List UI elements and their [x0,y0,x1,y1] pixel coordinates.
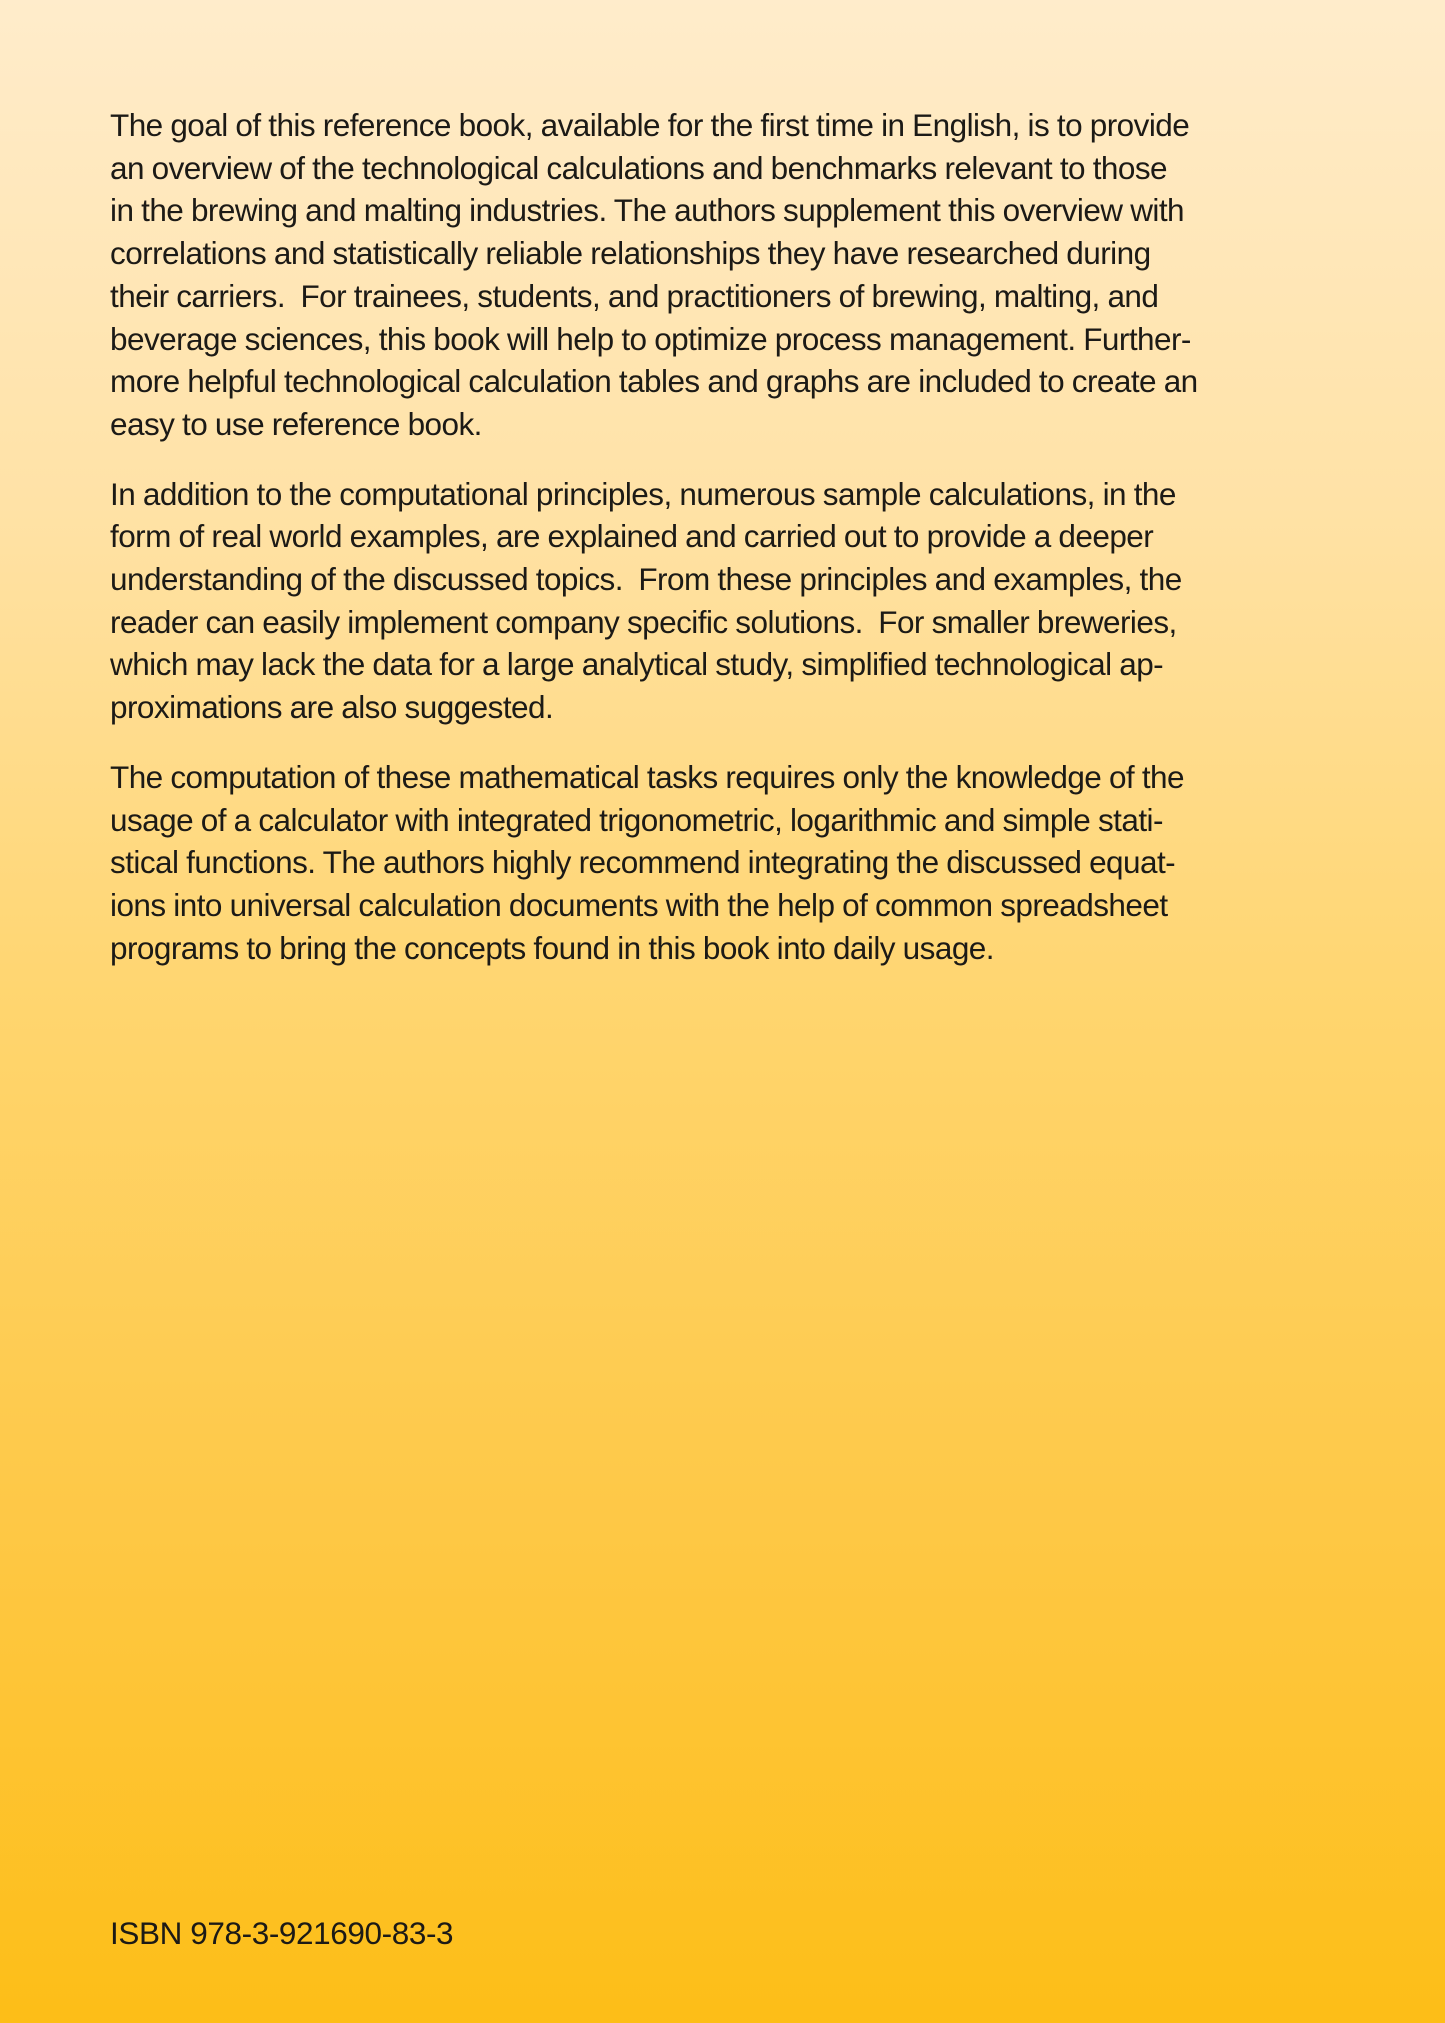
text-line: correlations and statistically reliable relationships they have researched during [110,235,1151,272]
text-line: easy to use reference book. [110,405,482,442]
isbn-number: ISBN 978-3-921690-83-3 [110,1915,454,1951]
text-line: The computation of these mathematical tasks requires only the knowledge of the [110,758,1184,795]
paragraph-overview [110,104,1360,446]
paragraph-computation [110,756,1360,970]
text-line: The goal of this reference book, available for the first time in English, is to provide [110,107,1190,143]
text-line: more helpful technological calculation tables and graphs are included to create an [110,363,1198,400]
text-line: which may lack the data for a large analytical study, simplified technological ap- [110,646,1164,683]
text-line: stical functions. The authors highly recommend integrating the discussed equat- [110,844,1176,881]
text-line: programs to bring the concepts found in this book into daily usage. [110,929,994,966]
text-line: their carriers. For trainees, students, and practitioners of brewing, malting, and [110,277,1159,314]
text-line: proximations are also suggested. [110,689,554,726]
text-line: reader can easily implement company specific solutions. For smaller breweries, [110,603,1177,640]
text-line: understanding of the discussed topics. From these principles and examples, the [110,561,1182,598]
text-line: In addition to the computational principles, numerous sample calculations, in the [110,475,1176,512]
text-line: beverage sciences, this book will help to optimize process management. Further- [110,320,1191,357]
text-line: in the brewing and malting industries. The authors supplement this overview with [110,192,1185,229]
cover-description [110,104,1360,996]
text-line: ions into universal calculation documents with the help of common spreadsheet [110,886,1168,923]
paragraph-examples [110,473,1360,729]
text-line: an overview of the technological calculations and benchmarks relevant to those [110,149,1168,186]
text-line: form of real world examples, are explained and carried out to provide a deeper [110,518,1154,555]
text-line: usage of a calculator with integrated trigonometric, logarithmic and simple stati- [110,801,1163,838]
